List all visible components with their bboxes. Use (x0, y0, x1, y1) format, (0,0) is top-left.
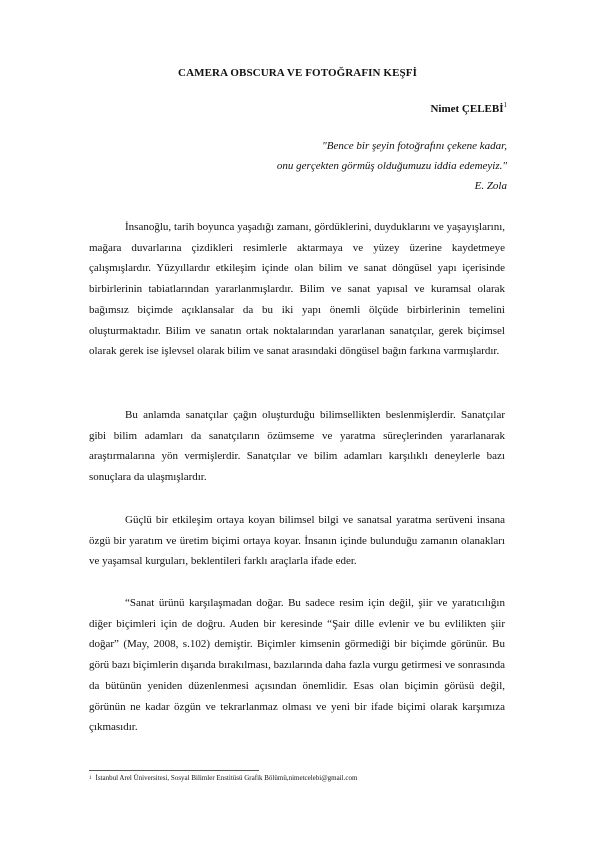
body-paragraph-4: “Sanat ürünü karşılaşmadan doğar. Bu sadece resim için değil, şiir ve yaratıcılığın diğer biçimleri için de doğru. Auden bir keresinde “Şair dille evlenir ve bu evlilikten şiir doğar” (May, 2008, s.102) demiştir. Biçimler kimsenin görmediği bir biçimde görünür. Bu görü bazı biçimlerin dışarıda bırakılması, bazılarında daha fazla vurgu getirmesi ve sonrasında da bütünün yeniden düzenlenmesi açısından önemlidir. Esas olan biçimin görüsü değil, görünün ne kadar özgün ve tekrarlanmaz olması ve yeni bir ifade biçimi olarak karşımıza çıkmasıdır. (89, 597, 505, 734)
body-paragraph-3: Güçlü bir etkileşim ortaya koyan bilimsel bilgi ve sanatsal yaratma serüveni insana özgü bir yaratım ve üretim biçimi ortaya koyar. İnsanın içinde bulunduğu zamanın olanakları ve yaşamsal kurguları, beklentileri farklı araçlarla ifade eder. (89, 514, 505, 568)
epigraph-line-2: onu gerçekten görmüş olduğumuzu iddia edemeyiz." (276, 160, 507, 172)
footnote-divider (89, 770, 259, 771)
footnote (89, 774, 357, 783)
body-paragraph-2: Bu anlamda sanatçılar çağın oluşturduğu bilimsellikten beslenmişlerdir. Sanatçılar gibi bilim adamları da sanatçıların özümseme ve yaratma süreçlerinden yararlanarak araştırmalarına yön vermişlerdir. Sanatçılar ve bilim adamları karşılıklı deneylerle bazı sonuçlara da ulaşmışlardır. (89, 409, 505, 484)
epigraph-attribution: E. Zola (474, 180, 507, 192)
footnote-marker: 1 (89, 776, 92, 781)
author-name: Nimet ÇELEBİ (430, 103, 504, 115)
footnote-text: İstanbul Arel Üniversitesi, Sosyal Bilimler Enstitüsü Grafik Bölümü,nimetcelebi@gmail.com (95, 774, 358, 782)
document-title: CAMERA OBSCURA VE FOTOĞRAFIN KEŞFİ (178, 67, 417, 79)
body-paragraph-1: İnsanoğlu, tarih boyunca yaşadığı zamanı, gördüklerini, duyduklarını ve yaşayışlarını, mağara duvarlarına çizdikleri resimlerle aktarmaya ve yüzey üzerine kaydetmeye çalışmışlardır. Yüzyıllardır etkileşim içinde olan bilim ve sanat döngüsel yapı içerisinde birbirlerinin tabiatlarından yararlanmışlardır. Bilim ve sanat yapısal ve kuramsal olarak bağımsız biçimde açıklansalar da bu iki yapı önemli ölçüde birbirlerinin temelini oluşturmaktadır. Bilim ve sanatın ortak noktalarından yararlanan sanatçılar, gerek biçimsel olarak gerek ise işlevsel olarak bilim ve sanat arasındaki döngüsel bağın farkına varmışlardır. (89, 221, 505, 358)
author-name-block (430, 103, 507, 115)
epigraph (127, 136, 507, 196)
epigraph-line-1: "Bence bir şeyin fotoğrafını çekene kadar, (322, 140, 507, 152)
author-footnote-marker[interactable]: 1 (503, 101, 507, 109)
